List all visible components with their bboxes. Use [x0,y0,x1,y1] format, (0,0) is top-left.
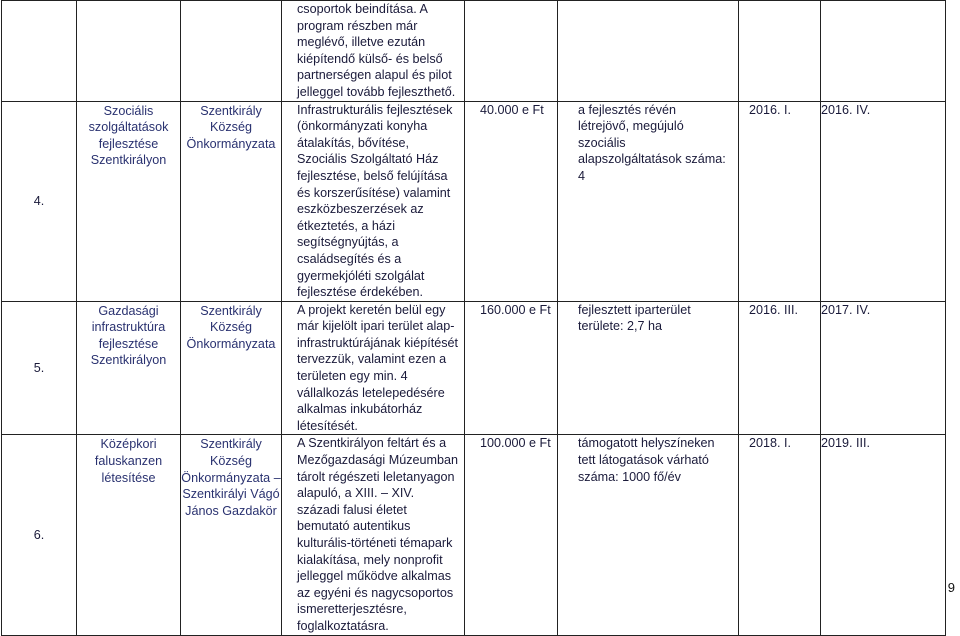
project-owner: Szentkirály Község Önkormányzata [181,101,282,301]
project-table [1,0,946,636]
project-start: 2018. I. [739,435,821,635]
table-row [2,301,946,435]
project-description: csoportok beindítása. A program részben már meglévő, illetve ezután kiépítendő külső- és belső partnerségen alapul és pilot jelleggel tovább fejleszthető. [282,1,465,102]
project-owner: Szentkirály Község Önkormányzata – Szentkirályi Vágó János Gazdakör [181,435,282,635]
page-number: 9 [947,580,955,595]
project-title: Gazdasági infrastruktúra fejlesztése Szentkirályon [77,301,181,435]
table-row [2,1,946,102]
row-number [2,1,77,102]
project-owner: Szentkirály Község Önkormányzata [181,301,282,435]
table-row [2,435,946,635]
row-number: 6. [2,435,77,635]
project-description: A projekt keretén belül egy már kijelölt ipari terület alap-infrastruktúrájának kiépítését tervezzük, valamint ezen a területen egy min. 4 vállalkozás letelepedésére alkalmas inkubátorház létesítését. [282,301,465,435]
project-title [77,1,181,102]
project-description: Infrastrukturális fejlesztések (önkormányzati konyha átalakítás, bővítése, Szociális Szolgáltató Ház fejlesztése, belső felújítása és korszerűsítése) valamint eszközbeszerzések az étkeztetés, a házi segítségnyújtás, a családsegítés és a gyermekjóléti szolgálat fejlesztése érdekében. [282,101,465,301]
project-indicator [558,1,739,102]
row-number: 4. [2,101,77,301]
project-end: 2019. III. [821,435,946,635]
project-cost: 160.000 e Ft [465,301,558,435]
project-start [739,1,821,102]
project-indicator: támogatott helyszíneken tett látogatások várható száma: 1000 fő/év [558,435,739,635]
project-description: A Szentkirályon feltárt és a Mezőgazdasági Múzeumban tárolt régészeti leletanyagon alapuló, a XIII. – XIV. századi falusi életet bemutató autentikus kulturális-történeti témapark kialakítása, mely nonprofit jelleggel működve alkalmas az egyéni és nagycsoportos ismeretterjesztésre, foglalkoztatásra. [282,435,465,635]
project-end: 2017. IV. [821,301,946,435]
project-cost: 40.000 e Ft [465,101,558,301]
project-end [821,1,946,102]
project-end: 2016. IV. [821,101,946,301]
project-indicator: fejlesztett iparterület területe: 2,7 ha [558,301,739,435]
project-indicator: a fejlesztés révén létrejövő, megújuló szociális alapszolgáltatások száma: 4 [558,101,739,301]
project-title: Szociális szolgáltatások fejlesztése Szentkirályon [77,101,181,301]
project-start: 2016. I. [739,101,821,301]
row-number: 5. [2,301,77,435]
project-cost: 100.000 e Ft [465,435,558,635]
project-title: Középkori faluskanzen létesítése [77,435,181,635]
project-cost [465,1,558,102]
table-row [2,101,946,301]
project-start: 2016. III. [739,301,821,435]
project-owner [181,1,282,102]
